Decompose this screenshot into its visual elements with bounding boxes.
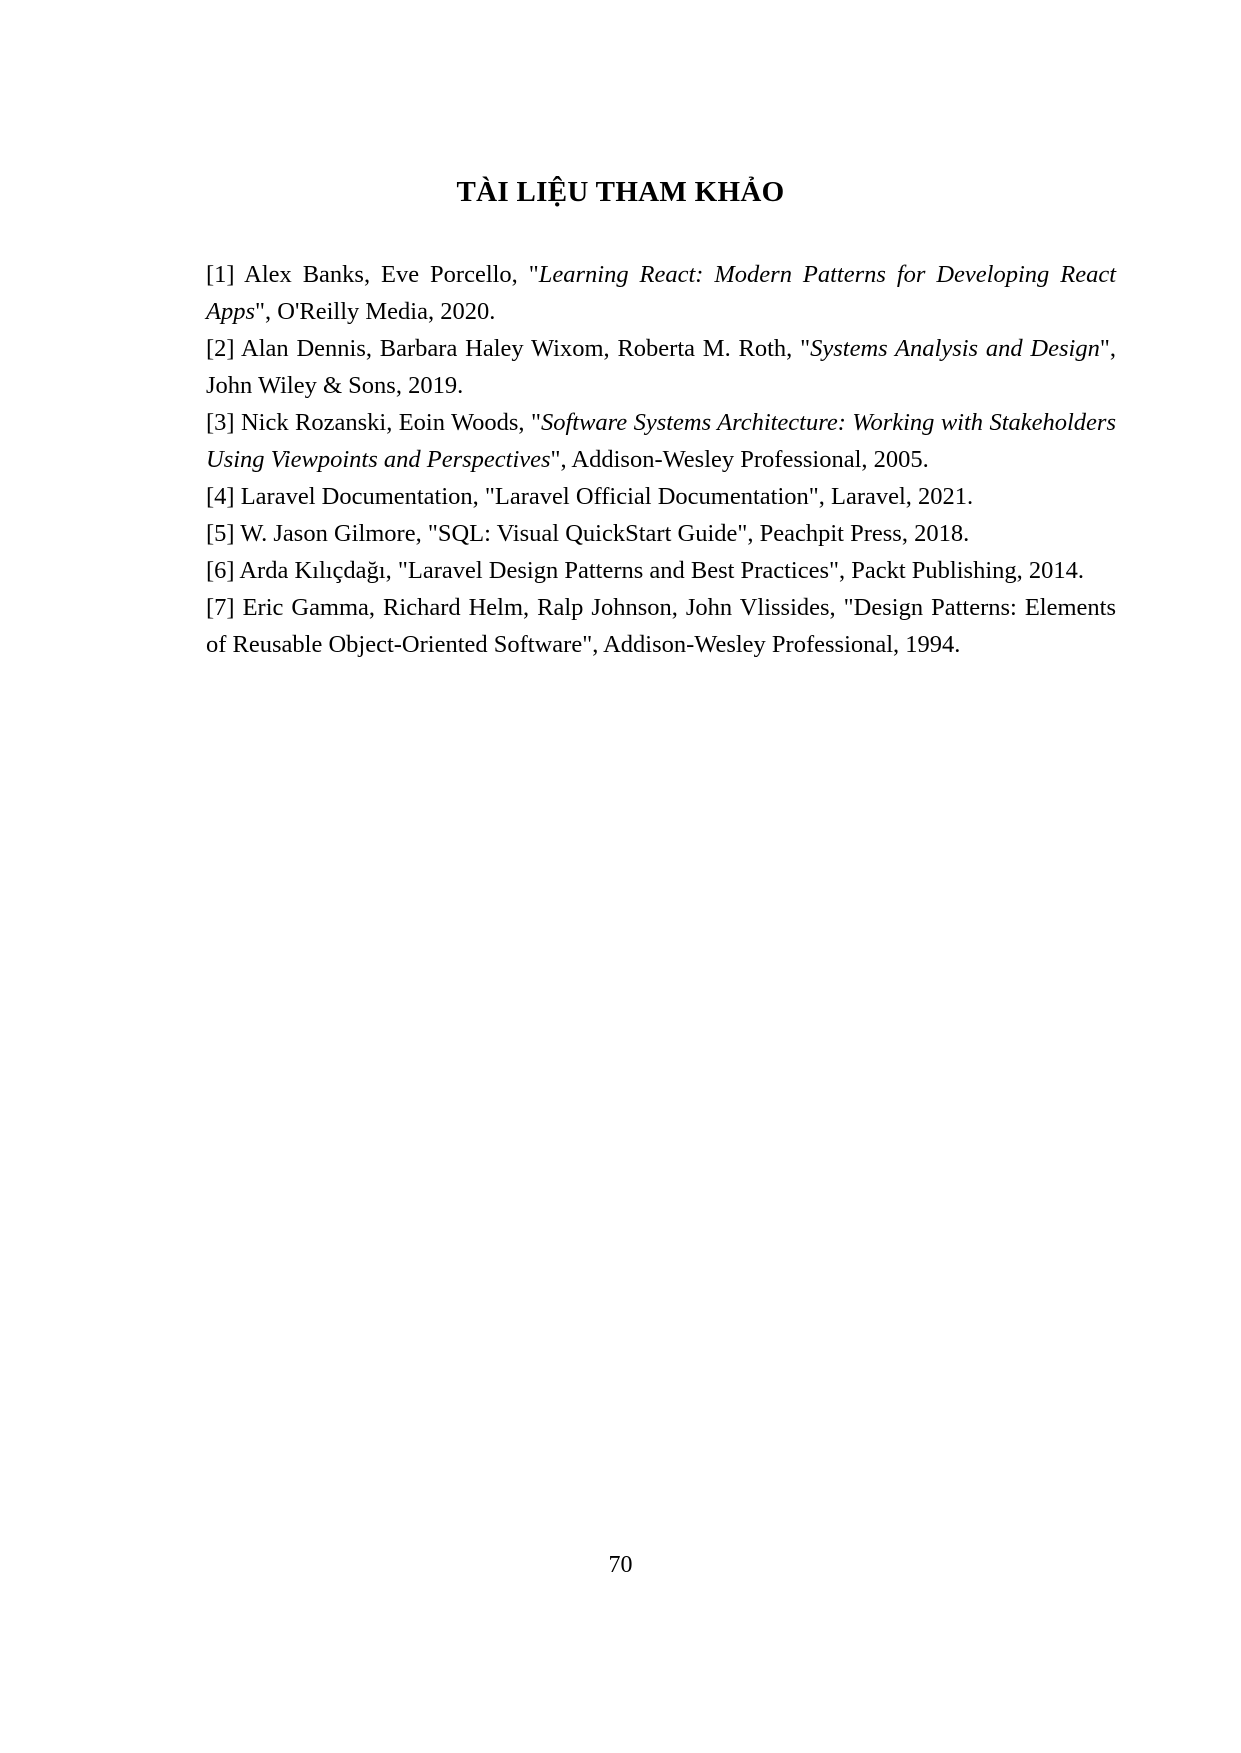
page-number: 70	[608, 1552, 633, 1578]
reference-list	[206, 256, 1116, 663]
reference-item	[206, 552, 1116, 589]
reference-item	[206, 404, 1116, 478]
reference-text: [1] Alex Banks, Eve Porcello, "	[206, 261, 539, 288]
reference-item	[206, 515, 1116, 552]
reference-text: ", O'Reilly Media, 2020.	[255, 298, 496, 325]
reference-text: ", Addison-Wesley Professional, 2005.	[550, 446, 929, 473]
reference-title: Systems Analysis and Design	[810, 335, 1100, 362]
reference-item	[206, 330, 1116, 404]
reference-text: [7] Eric Gamma, Richard Helm, Ralp Johnson, John Vlissides, "Design Patterns: Elements of Reusable Object-Oriented Software", Addison-Wesley Professional, 1994.	[206, 594, 1116, 658]
reference-text: [6] Arda Kılıçdağı, "Laravel Design Patterns and Best Practices", Packt Publishing, 2014.	[206, 557, 1085, 584]
reference-item	[206, 589, 1116, 663]
reference-text: [5] W. Jason Gilmore, "SQL: Visual QuickStart Guide", Peachpit Press, 2018.	[206, 520, 970, 547]
reference-title: Learning React: Modern Patterns for Developing React Apps	[206, 261, 1117, 325]
reference-text: [2] Alan Dennis, Barbara Haley Wixom, Roberta M. Roth, "	[206, 335, 811, 362]
page-title: TÀI LIỆU THAM KHẢO	[456, 176, 785, 208]
reference-item	[206, 256, 1116, 330]
reference-text: ", John Wiley & Sons, 2019.	[206, 335, 1116, 399]
reference-text: [4] Laravel Documentation, "Laravel Official Documentation", Laravel, 2021.	[206, 483, 974, 510]
reference-text: [3] Nick Rozanski, Eoin Woods, "	[206, 409, 541, 436]
reference-item	[206, 478, 1116, 515]
reference-title: Software Systems Architecture: Working with Stakeholders Using Viewpoints and Perspectives	[206, 409, 1116, 473]
